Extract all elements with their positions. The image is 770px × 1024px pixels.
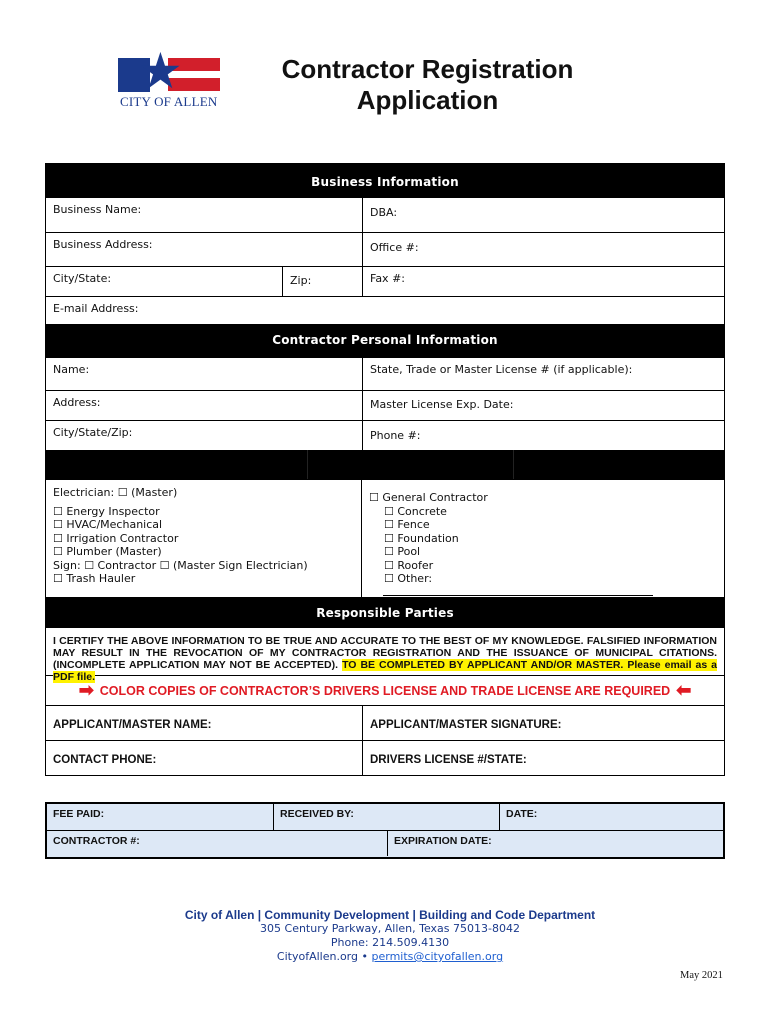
registration-form xyxy=(45,163,725,776)
checkbox-roofer[interactable]: ☐ Roofer xyxy=(384,558,434,572)
section-heading-business: Business Information xyxy=(46,164,724,197)
separator: • xyxy=(361,950,368,963)
checkbox-pool[interactable]: ☐ Pool xyxy=(384,545,421,558)
contractor-address-field[interactable]: Address: xyxy=(53,396,101,409)
office-date-field[interactable]: DATE: xyxy=(499,804,723,830)
phone-line: Phone: 214.509.4130 xyxy=(330,936,450,949)
page-title xyxy=(230,54,625,116)
checkbox-sign[interactable]: Sign: ☐ Contractor ☐ (Master Sign Electrician) xyxy=(53,558,308,572)
checkbox-concrete[interactable]: ☐ Concrete xyxy=(384,504,447,518)
contact-phone-field[interactable]: CONTACT PHONE: xyxy=(53,754,157,766)
section-heading-trades xyxy=(46,450,724,479)
trade-column-left xyxy=(46,480,362,597)
revision-date: May 2021 xyxy=(680,970,723,981)
section-heading-responsible: Responsible Parties xyxy=(46,597,724,627)
zip-field[interactable]: Zip: xyxy=(282,267,362,296)
office-phone-field[interactable]: Office #: xyxy=(362,233,724,266)
dba-field[interactable]: DBA: xyxy=(362,198,724,232)
checkbox-foundation[interactable]: ☐ Foundation xyxy=(384,531,459,545)
checkbox-trash-hauler[interactable]: ☐ Trash Hauler xyxy=(53,572,136,585)
checkbox-hvac[interactable]: ☐ HVAC/Mechanical xyxy=(53,518,163,531)
applicant-name-field[interactable]: APPLICANT/MASTER NAME: xyxy=(53,719,212,731)
checkbox-other[interactable]: ☐ Other: xyxy=(384,572,433,585)
arrow-right-icon: ➡ xyxy=(78,680,94,700)
city-state-field[interactable]: City/State: xyxy=(53,272,112,285)
address-line: 305 Century Parkway, Allen, Texas 75013-8042 xyxy=(260,922,520,935)
drivers-license-field[interactable]: DRIVERS LICENSE #/STATE: xyxy=(362,741,724,775)
contractor-number-field[interactable]: CONTRACTOR #: xyxy=(53,835,140,847)
contact-line xyxy=(120,950,660,964)
fee-paid-field[interactable]: FEE PAID: xyxy=(53,808,105,820)
checkbox-fence[interactable]: ☐ Fence xyxy=(384,518,430,531)
applicant-signature-field[interactable]: APPLICANT/MASTER SIGNATURE: xyxy=(362,706,724,740)
checkbox-irrigation[interactable]: ☐ Irrigation Contractor xyxy=(53,531,179,545)
logo-text: CITY OF ALLEN xyxy=(120,94,218,109)
website-text: CityofAllen.org xyxy=(276,950,358,963)
business-name-field[interactable]: Business Name: xyxy=(53,203,142,216)
highlighted-instruction: TO BE COMPLETED BY APPLICANT AND/OR MASTER. Please email as a PDF file. xyxy=(53,659,718,683)
email-link[interactable]: permits@cityofallen.org xyxy=(371,950,504,963)
office-use-box xyxy=(45,802,725,859)
checkbox-energy-inspector[interactable]: ☐ Energy Inspector xyxy=(53,504,160,518)
arrow-left-icon: ⬅ xyxy=(676,680,692,700)
other-text-line[interactable] xyxy=(383,590,653,596)
title-line: Application xyxy=(356,85,499,115)
color-copies-text: COLOR COPIES OF CONTRACTOR’S DRIVERS LICENSE AND TRADE LICENSE ARE REQUIRED xyxy=(99,683,671,698)
license-number-field[interactable]: State, Trade or Master License # (if applicable): xyxy=(362,358,724,390)
fax-field[interactable]: Fax #: xyxy=(362,267,724,296)
expiration-date-field[interactable]: EXPIRATION DATE: xyxy=(387,831,723,856)
license-exp-date-field[interactable]: Master License Exp. Date: xyxy=(362,391,724,420)
section-heading-contractor: Contractor Personal Information xyxy=(46,324,724,357)
department-line: City of Allen | Community Development | Building and Code Department xyxy=(184,908,596,922)
checkbox-general-contractor[interactable]: ☐ General Contractor xyxy=(369,491,488,504)
certification-text: I CERTIFY THE ABOVE INFORMATION TO BE TRUE AND ACCURATE TO THE BEST OF MY KNOWLEDGE. FALSIFIED INFORMATION MAY RESULT IN THE REVOCATION OF MY CONTRACTOR REGISTRATION AND THE ISSUANCE OF MUNICIPAL CITATIONS. (INCOMPLETE APPLICATION MAY NOT BE ACCEPTED). xyxy=(53,635,717,671)
star-icon: ★ xyxy=(138,42,183,100)
contractor-name-field[interactable]: Name: xyxy=(53,363,90,376)
checkbox-electrician[interactable]: Electrician: ☐ (Master) xyxy=(53,486,178,499)
contractor-city-state-zip-field[interactable]: City/State/Zip: xyxy=(53,426,133,439)
checkbox-plumber[interactable]: ☐ Plumber (Master) xyxy=(53,545,162,558)
email-field[interactable]: E-mail Address: xyxy=(53,302,139,315)
trade-column-right xyxy=(362,480,724,597)
title-line: Contractor Registration xyxy=(281,54,574,84)
page-footer xyxy=(120,908,660,964)
received-by-field[interactable]: RECEIVED BY: xyxy=(273,804,499,830)
city-logo xyxy=(118,42,222,112)
trade-checklist xyxy=(46,479,724,597)
business-address-field[interactable]: Business Address: xyxy=(53,238,153,251)
contractor-phone-field[interactable]: Phone #: xyxy=(362,421,724,450)
certification-statement xyxy=(46,627,724,683)
color-copies-notice xyxy=(46,675,724,705)
